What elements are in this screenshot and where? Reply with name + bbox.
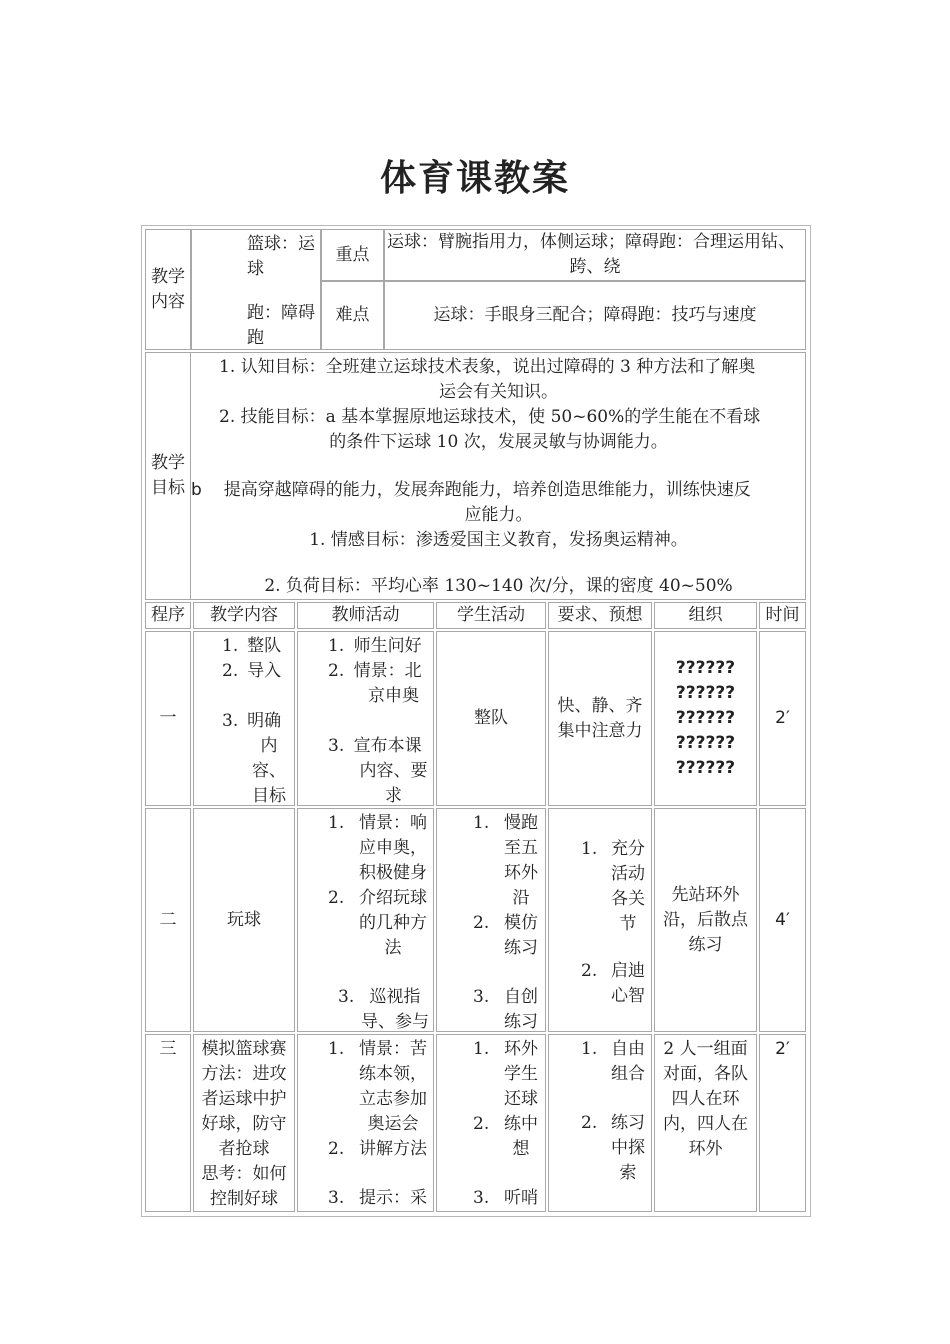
row2-teacher: 1. 情景：响 应申奥， 积极健身 2. 介绍玩球 的几种方 法 3. 巡视指 导、参与	[297, 808, 434, 1032]
difficulty-label: 难点	[321, 281, 384, 350]
content-label: 教学	[151, 266, 185, 287]
row3-requirements: 1. 自由 组合 2. 练习 中探 索	[548, 1034, 652, 1212]
row1-time: 2′	[759, 631, 806, 806]
row2-time: 4′	[759, 808, 806, 1032]
row1-content: 1. 整队 2. 导入 3. 明确 内 容、 目标	[193, 631, 295, 806]
content-label-cell: 教学 内容	[145, 229, 191, 350]
goal-skill: 2. 技能目标：a 基本掌握原地运球技术，使 50~60%的学生能在不看球 的条件下运球 10 次，发展灵敏与协调能力。	[219, 407, 761, 452]
key-point-label: 重点	[321, 229, 384, 281]
goals-label: 教学	[151, 453, 185, 473]
row1-teacher: 1. 师生问好 2. 情景：北 京申奥 3. 宣布本课 内容、要 求	[297, 631, 434, 806]
page-title: 体育课教案	[379, 158, 570, 199]
goal-load: 2. 负荷目标：平均心率 130~140 次/分，课的密度 40~50%	[264, 576, 733, 596]
content-items-cell: 篮球：运 球 跑：障碍 跑	[191, 229, 321, 350]
row3-content: 模拟篮球赛 方法：进攻 者运球中护 好球，防守 者抢球 思考：如何 控制好球	[193, 1034, 295, 1212]
header-teacher: 教师活动	[297, 602, 434, 629]
row1-sequence: 一	[145, 631, 191, 806]
row3-sequence: 三	[145, 1034, 191, 1212]
header-content: 教学内容	[193, 602, 295, 629]
row1-organization: ?????? ?????? ?????? ?????? ??????	[654, 631, 757, 806]
goal-skill-b: b 提高穿越障碍的能力，发展奔跑能力，培养创造思维能力，训练快速反 应能力。	[191, 480, 751, 525]
row2-organization: 先站环外 沿，后散点 练习	[654, 808, 757, 1032]
goals-label-cell: 教学 目标	[145, 352, 191, 600]
header-time: 时间	[759, 602, 806, 629]
header-student: 学生活动	[436, 602, 546, 629]
row2-sequence: 二	[145, 808, 191, 1032]
header-organization: 组织	[654, 602, 757, 629]
goal-cognitive: 1. 认知目标：全班建立运球技术表象，说出过障碍的 3 种方法和了解奥 运会有关知识。	[219, 357, 756, 402]
row1-requirements: 快、静、齐 集中注意力	[548, 631, 652, 806]
row3-teacher: 1. 情景：苦 练本领， 立志参加 奥运会 2. 讲解方法 3. 提示：采	[297, 1034, 434, 1212]
row2-student: 1. 慢跑 至五 环外 沿 2. 模仿 练习 3. 自创 练习	[436, 808, 546, 1032]
header-sequence: 程序	[145, 602, 191, 629]
row3-time: 2′	[759, 1034, 806, 1212]
key-point-text: 运球：臂腕指用力，体侧运球；障碍跑：合理运用钻、 跨、绕	[384, 229, 806, 281]
difficulty-text: 运球：手眼身三配合；障碍跑：技巧与速度	[384, 281, 806, 350]
header-requirements: 要求、预想	[548, 602, 652, 629]
row2-requirements: 1. 充分 活动 各关 节 2. 启迪 心智	[548, 808, 652, 1032]
row1-student: 整队	[436, 631, 546, 806]
content-item-obstacle-run: 跑：障碍	[247, 303, 315, 323]
row3-organization: 2 人一组面 对面，各队 四人在环 内，四人在 环外	[654, 1034, 757, 1212]
row2-content: 玩球	[193, 808, 295, 1032]
row3-student: 1. 环外 学生 还球 2. 练中 想 3. 听哨	[436, 1034, 546, 1212]
content-item-basketball: 篮球：运	[247, 234, 315, 254]
goal-emotional: 1. 情感目标：渗透爱国主义教育，发扬奥运精神。	[309, 530, 688, 550]
